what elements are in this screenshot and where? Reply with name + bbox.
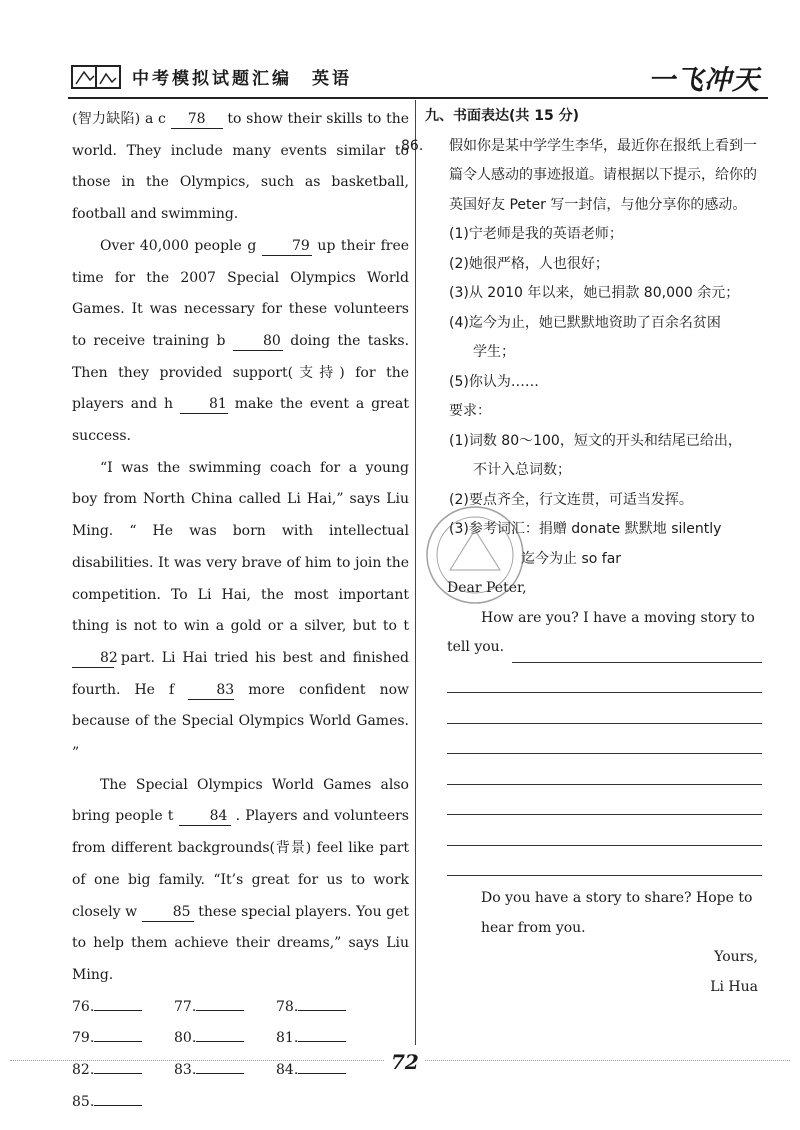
passage-paragraph-4 (72, 770, 409, 992)
hint-item-continued: 学生； (473, 344, 515, 360)
blank-80[interactable]: 80 (233, 332, 283, 351)
answer-label: 77. (174, 998, 197, 1015)
header-title: 中考模拟试题汇编 英语 (132, 69, 352, 89)
writing-line[interactable] (447, 815, 762, 846)
header-divider (68, 97, 768, 99)
answer-item[interactable] (276, 1023, 378, 1055)
hint-item: (4)迄今为止，她已默默地资助了百余名贫困 (449, 314, 721, 331)
passage-paragraph-1 (72, 104, 409, 231)
passage-text: part. Li Hai tried his best and finished fourth. He f (72, 649, 409, 698)
writing-line[interactable] (447, 724, 762, 755)
passage-text: up their free time for the 2007 Special Olympics World Games. It was necessary for these volunteers to receive training b (72, 237, 410, 349)
blank-81[interactable]: 81 (180, 395, 228, 414)
passage-text: . Players and volunteers from different backgrounds(背景) feel like part of one big family. “It’s great for us to work closely w (72, 808, 409, 920)
question-86 (401, 132, 770, 221)
answer-label: 78. (276, 998, 299, 1015)
blank-79[interactable]: 79 (262, 237, 312, 256)
letter-closing-text: Do you have a story to share? Hope to hear from you. (481, 890, 753, 936)
passage-paragraph-3 (72, 453, 409, 770)
letter-first-line[interactable] (425, 633, 770, 663)
writing-line[interactable] (447, 846, 762, 877)
answer-item[interactable] (174, 992, 276, 1024)
requirement-item-continued: 不计入总词数； (473, 462, 571, 478)
section-title: 九、书面表达(共 15 分) (425, 108, 580, 124)
answer-label: 83. (174, 1062, 197, 1079)
reading-passage (72, 104, 409, 1119)
passage-text: (智力缺陷) a c (72, 111, 166, 127)
hint-item: (5)你认为…… (449, 373, 539, 390)
passage-text: doing the tasks. Then they provided support(支持) for the players and h (72, 332, 410, 413)
writing-line[interactable] (447, 693, 762, 724)
answer-item[interactable] (72, 1023, 174, 1055)
answer-label: 79. (72, 1030, 95, 1047)
answer-label: 82. (72, 1062, 95, 1079)
blank-82[interactable]: 82 (72, 649, 114, 668)
passage-text: these special players. You get to help them achieve their dreams,” says Liu Ming. (72, 903, 409, 983)
question-prompt: 假如你是某中学学生李华，最近你在报纸上看到一篇令人感动的事迹报道。请根据以下提示，给你的英国好友 Peter 写一封信，与他分享你的感动。 (449, 137, 757, 213)
letter-opening-cont: tell you. (447, 639, 505, 655)
letter-opening: How are you? I have a moving story to (481, 609, 755, 626)
passage-text: more confident now because of the Special Olympics World Games. ” (72, 681, 409, 762)
hint-item: (3)从 2010 年以来，她已捐款 80,000 余元； (449, 285, 740, 301)
answer-item[interactable] (174, 1023, 276, 1055)
answer-blanks (72, 992, 409, 1119)
watermark-stamp-icon (420, 500, 530, 610)
letter-salutation: Dear Peter, (447, 580, 527, 596)
answer-label: 76. (72, 998, 95, 1015)
column-divider (415, 100, 416, 1045)
hint-item: (2)她很严格，人也很好； (449, 255, 609, 272)
passage-text: “I was the swimming coach for a young boy from North China called Li Hai,” says Liu Ming. “ He was born with intellectual disabilities. It was very brave of him to join the competition. To Li Hai, the most important thing is not to win a gold or a silver, but to t (72, 459, 409, 635)
requirement-item: (1)词数 80～100，短文的开头和结尾已给出， (449, 432, 742, 449)
passage-text: Over 40,000 people g (100, 237, 257, 254)
blank-85[interactable]: 85 (142, 903, 194, 922)
answer-label: 81. (276, 1030, 299, 1047)
blank-78[interactable]: 78 (171, 110, 223, 129)
passage-text: make the event a great success. (72, 396, 410, 445)
question-number: 86. (401, 137, 424, 154)
letter-yours: Yours, (714, 949, 758, 965)
vocabulary-hint: 迄今为止 so far (521, 550, 622, 567)
blank-84[interactable]: 84 (179, 807, 231, 826)
passage-text: The Special Olympics World Games also bring people t (72, 776, 409, 825)
page-number: 72 (385, 1050, 425, 1074)
answer-label: 80. (174, 1030, 197, 1047)
writing-line[interactable] (447, 754, 762, 785)
blank-83[interactable]: 83 (188, 681, 234, 700)
answer-item[interactable] (72, 992, 174, 1024)
requirement-item: (2)要点齐全，行文连贯，可适当发挥。 (449, 491, 693, 508)
requirements-title: 要求： (449, 403, 491, 419)
passage-paragraph-2 (72, 231, 409, 453)
letter-closing (425, 884, 770, 943)
brand-logo: 一飞冲天 (648, 65, 760, 96)
answer-item[interactable] (276, 992, 378, 1024)
answer-label: 85. (72, 1093, 95, 1110)
answer-label: 84. (276, 1062, 299, 1079)
vocabulary-hint: (3)参考词汇：捐赠 donate 默默地 silently (449, 521, 722, 537)
hint-item: (1)宁老师是我的英语老师； (449, 226, 623, 242)
letter-signature: Li Hua (710, 978, 758, 995)
book-logo-icon (70, 62, 122, 92)
writing-line[interactable] (447, 785, 762, 816)
passage-text: to show their skills to the world. They include many events similar to those in the Olympics, such as basketball, football and swimming. (72, 111, 410, 223)
writing-line[interactable] (447, 663, 762, 694)
answer-item[interactable] (72, 1087, 174, 1119)
